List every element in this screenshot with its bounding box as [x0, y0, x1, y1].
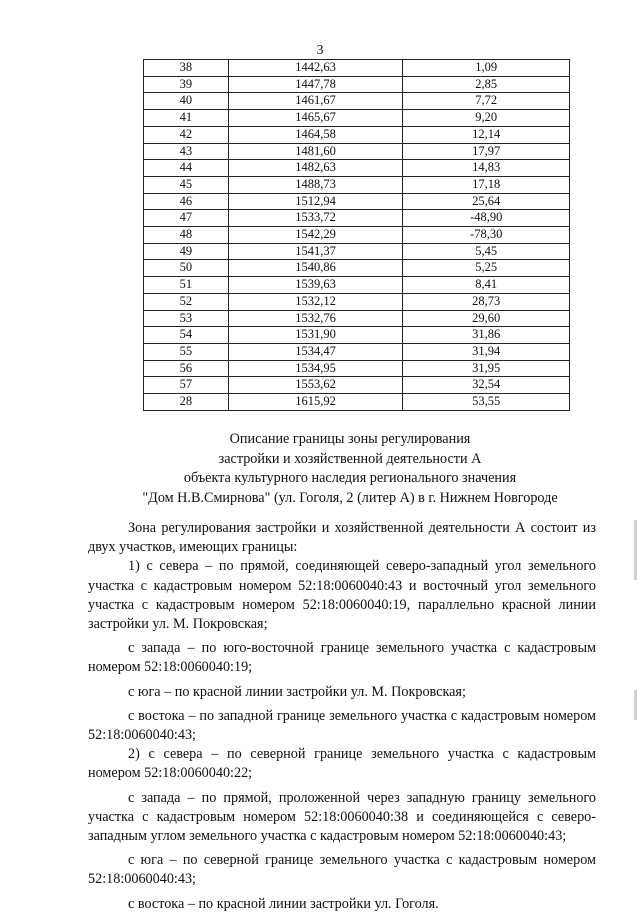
table-row — [144, 126, 570, 143]
table-row — [144, 377, 570, 394]
x-coordinate-cell: 1481,60 — [228, 143, 403, 160]
y-coordinate-cell: 25,64 — [403, 193, 570, 210]
x-coordinate-cell: 1464,58 — [228, 126, 403, 143]
table-row — [144, 110, 570, 127]
point-number-cell: 44 — [144, 160, 229, 177]
y-coordinate-cell: -78,30 — [403, 227, 570, 244]
y-coordinate-cell: 17,97 — [403, 143, 570, 160]
paragraph: с запада – по прямой, проложенной через западную границу земельного участка с кадастровым номером 52:18:0060040:38 и соединяющейся с северо-западным углом земельного участка с кадастровым номером 52:18:0060040:43; — [88, 789, 596, 845]
point-number-cell: 57 — [144, 377, 229, 394]
table-row — [144, 360, 570, 377]
y-coordinate-cell: 17,18 — [403, 176, 570, 193]
point-number-cell: 49 — [144, 243, 229, 260]
y-coordinate-cell: 31,95 — [403, 360, 570, 377]
table-row — [144, 260, 570, 277]
y-coordinate-cell: 1,09 — [403, 60, 570, 77]
x-coordinate-cell: 1553,62 — [228, 377, 403, 394]
table-row — [144, 160, 570, 177]
x-coordinate-cell: 1482,63 — [228, 160, 403, 177]
x-coordinate-cell: 1512,94 — [228, 193, 403, 210]
paragraph: с юга – по красной линии застройки ул. М. Покровская; — [128, 683, 466, 700]
table-row — [144, 293, 570, 310]
x-coordinate-cell: 1533,72 — [228, 210, 403, 227]
point-number-cell: 52 — [144, 293, 229, 310]
paragraph: с юга – по северной границе земельного участка с кадастровым номером 52:18:0060040:43; — [88, 852, 596, 888]
paragraph: с востока – по западной границе земельного участка с кадастровым номером 52:18:0060040:43; — [88, 707, 596, 744]
x-coordinate-cell: 1539,63 — [228, 277, 403, 294]
heading-line: объекта культурного наследия регионального значения — [183, 470, 517, 486]
y-coordinate-cell: 8,41 — [403, 277, 570, 294]
point-number-cell: 50 — [144, 260, 229, 277]
table-row — [144, 76, 570, 93]
scan-edge-mark — [634, 690, 637, 720]
y-coordinate-cell: 2,85 — [403, 76, 570, 93]
point-number-cell: 53 — [144, 310, 229, 327]
y-coordinate-cell: 29,60 — [403, 310, 570, 327]
y-coordinate-cell: 14,83 — [403, 160, 570, 177]
heading-line: Описание границы зоны регулирования — [229, 431, 471, 447]
point-number-cell: 48 — [144, 227, 229, 244]
x-coordinate-cell: 1532,76 — [228, 310, 403, 327]
y-coordinate-cell: 31,86 — [403, 327, 570, 344]
table-row — [144, 227, 570, 244]
point-number-cell: 39 — [144, 76, 229, 93]
heading-line: "Дом Н.В.Смирнова" (ул. Гоголя, 2 (литер А) в г. Нижнем Новгороде — [142, 489, 558, 506]
table-row — [144, 243, 570, 260]
table-row — [144, 394, 570, 411]
table-row — [144, 60, 570, 77]
paragraph: с запада – по юго-восточной границе земельного участка с кадастровым номером 52:18:0060040:19; — [88, 640, 596, 676]
table-row — [144, 176, 570, 193]
x-coordinate-cell: 1488,73 — [228, 176, 403, 193]
y-coordinate-cell: 53,55 — [403, 394, 570, 411]
point-number-cell: 38 — [144, 60, 229, 77]
point-number-cell: 56 — [144, 360, 229, 377]
x-coordinate-cell: 1542,29 — [228, 227, 403, 244]
y-coordinate-cell: -48,90 — [403, 210, 570, 227]
table-row — [144, 277, 570, 294]
x-coordinate-cell: 1465,67 — [228, 110, 403, 127]
point-number-cell: 45 — [144, 176, 229, 193]
paragraph: Зона регулирования застройки и хозяйственной деятельности А состоит из двух участков, имеющих границы: — [88, 520, 596, 556]
y-coordinate-cell: 7,72 — [403, 93, 570, 110]
x-coordinate-cell: 1442,63 — [228, 60, 403, 77]
y-coordinate-cell: 5,25 — [403, 260, 570, 277]
y-coordinate-cell: 9,20 — [403, 110, 570, 127]
paragraph: с востока – по красной линии застройки ул. Гоголя. — [128, 895, 439, 912]
point-number-cell: 43 — [144, 143, 229, 160]
table-row — [144, 210, 570, 227]
y-coordinate-cell: 31,94 — [403, 343, 570, 360]
boundary-description — [88, 519, 596, 914]
point-number-cell: 54 — [144, 327, 229, 344]
y-coordinate-cell: 28,73 — [403, 293, 570, 310]
x-coordinate-cell: 1532,12 — [228, 293, 403, 310]
paragraph: 2) с севера – по северной границе земельного участка с кадастровым номером 52:18:0060040:22; — [88, 746, 596, 782]
table-row — [144, 343, 570, 360]
x-coordinate-cell: 1541,37 — [228, 243, 403, 260]
point-number-cell: 47 — [144, 210, 229, 227]
scan-edge-mark — [634, 520, 637, 580]
point-number-cell: 46 — [144, 193, 229, 210]
point-number-cell: 41 — [144, 110, 229, 127]
x-coordinate-cell: 1615,92 — [228, 394, 403, 411]
coordinates-table — [143, 59, 570, 411]
x-coordinate-cell: 1461,67 — [228, 93, 403, 110]
point-number-cell: 40 — [144, 93, 229, 110]
page-number: 3 — [316, 43, 324, 58]
x-coordinate-cell: 1534,95 — [228, 360, 403, 377]
heading-line: застройки и хозяйственной деятельности А — [218, 450, 482, 467]
table-row — [144, 93, 570, 110]
point-number-cell: 55 — [144, 343, 229, 360]
table-row — [144, 310, 570, 327]
point-number-cell: 51 — [144, 277, 229, 294]
point-number-cell: 42 — [144, 126, 229, 143]
y-coordinate-cell: 32,54 — [403, 377, 570, 394]
coordinates-table-body — [144, 60, 570, 411]
point-number-cell: 28 — [144, 394, 229, 411]
x-coordinate-cell: 1531,90 — [228, 327, 403, 344]
x-coordinate-cell: 1447,78 — [228, 76, 403, 93]
table-row — [144, 143, 570, 160]
y-coordinate-cell: 12,14 — [403, 126, 570, 143]
table-row — [144, 327, 570, 344]
x-coordinate-cell: 1534,47 — [228, 343, 403, 360]
table-row — [144, 193, 570, 210]
section-heading — [60, 430, 640, 508]
x-coordinate-cell: 1540,86 — [228, 260, 403, 277]
paragraph: 1) с севера – по прямой, соединяющей северо-западный угол земельного участка с кадастровым номером 52:18:0060040:43 и восточный угол земельного участка с кадастровым номером 52:18:0060040:19, параллельно красной линии застройки ул. М. Покровская; — [88, 558, 596, 633]
y-coordinate-cell: 5,45 — [403, 243, 570, 260]
